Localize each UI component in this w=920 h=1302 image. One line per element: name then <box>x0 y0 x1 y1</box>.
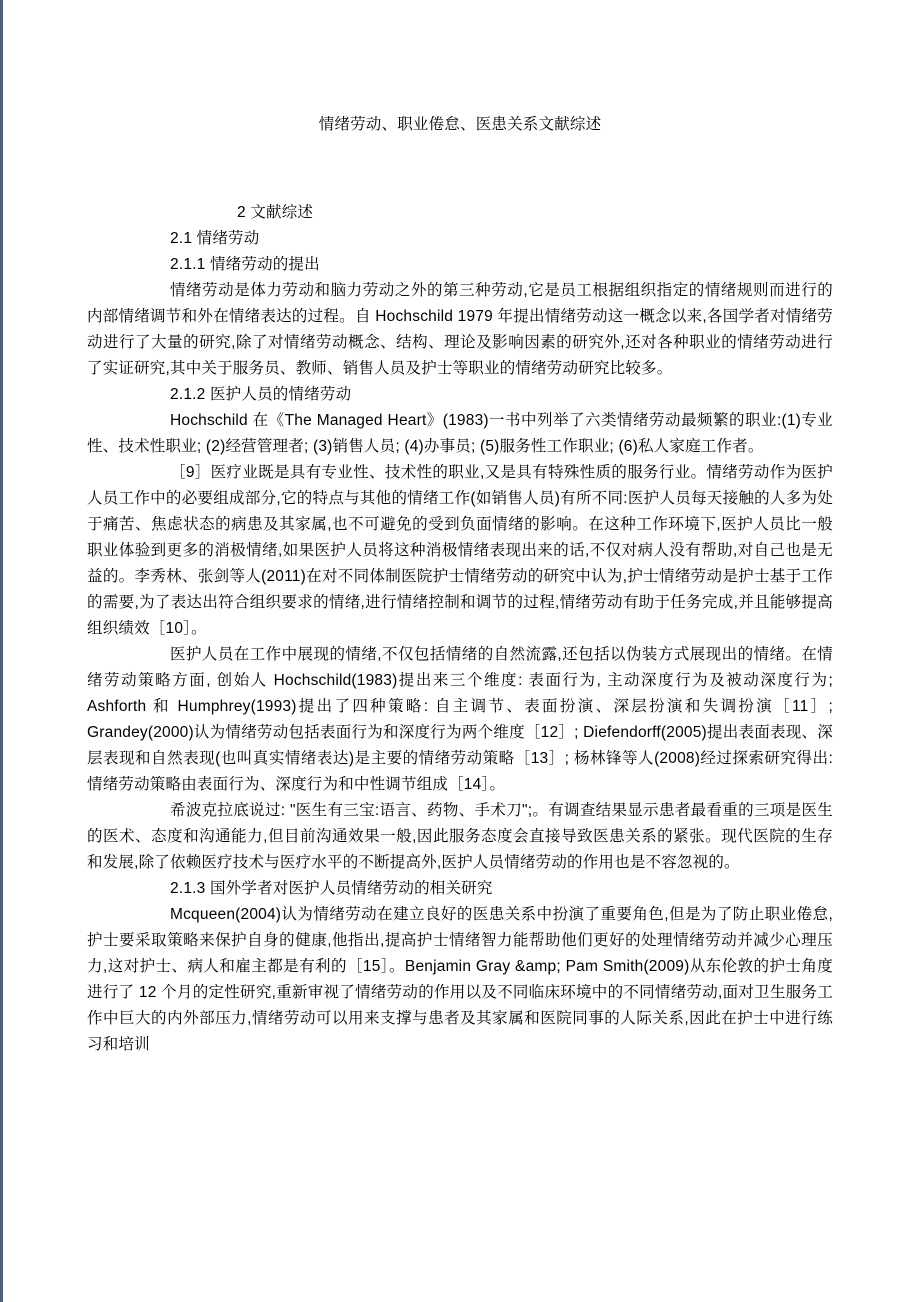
subsection-heading: 2.1.1 情绪劳动的提出 <box>170 256 320 273</box>
subsection-heading: 2.1.2 医护人员的情绪劳动 <box>170 386 352 403</box>
paragraph: 情绪劳动是体力劳动和脑力劳动之外的第三种劳动,它是员工根据组织指定的情绪规则而进行的内部情绪调节和外在情绪表达的过程。自 Hochschild 1979 年提出情绪劳动这一概念以来,各国学者对情绪劳动进行了大量的研究,除了对情绪劳动概念、结构、理论及影响因素的研究外,还对各种职业的情绪劳动进行了实证研究,其中关于服务员、教师、销售人员及护士等职业的情绪劳动研究比较多。 <box>87 282 833 377</box>
subsection-heading: 2.1.3 国外学者对医护人员情绪劳动的相关研究 <box>170 880 493 897</box>
subsection-heading: 2.1 情绪劳动 <box>170 230 260 247</box>
paragraph: ［9］医疗业既是具有专业性、技术性的职业,又是具有特殊性质的服务行业。情绪劳动作为医护人员工作中的必要组成部分,它的特点与其他的情绪工作(如销售人员)有所不同:医护人员每天接触的人多为处于痛苦、焦虑状态的病患及其家属,也不可避免的受到负面情绪的影响。在这种工作环境下,医护人员比一般职业体验到更多的消极情绪,如果医护人员将这种消极情绪表现出来的话,不仅对病人没有帮助,对自己也是无益的。李秀林、张剑等人(2011)在对不同体制医院护士情绪劳动的研究中认为,护士情绪劳动是护士基于工作的需要,为了表达出符合组织要求的情绪,进行情绪控制和调节的过程,情绪劳动有助于任务完成,并且能够提高组织绩效［10］。 <box>87 464 833 637</box>
paragraph: 希波克拉底说过: "医生有三宝:语言、药物、手术刀";。有调查结果显示患者最看重的三项是医生的医术、态度和沟通能力,但目前沟通效果一般,因此服务态度会直接导致医患关系的紧张。现代医院的生存和发展,除了依赖医疗技术与医疗水平的不断提高外,医护人员情绪劳动的作用也是不容忽视的。 <box>87 802 833 871</box>
document-body <box>87 200 833 1058</box>
paragraph: Hochschild 在《The Managed Heart》(1983)一书中列举了六类情绪劳动最频繁的职业:(1)专业性、技术性职业; (2)经营管理者; (3)销售人员; (4)办事员; (5)服务性工作职业; (6)私人家庭工作者。 <box>87 412 833 455</box>
paragraph: 医护人员在工作中展现的情绪,不仅包括情绪的自然流露,还包括以伪装方式展现出的情绪。在情绪劳动策略方面, 创始人 Hochschild(1983)提出来三个维度: 表面行为, 主动深度行为及被动深度行为; Ashforth 和 Humphrey(1993)提出了四种策略: 自主调节、表面扮演、深层扮演和失调扮演［11］; Grandey(2000)认为情绪劳动包括表面行为和深度行为两个维度［12］; Diefendorff(2005)提出表面表现、深层表现和自然表现(也叫真实情绪表达)是主要的情绪劳动策略［13］; 杨林锋等人(2008)经过探索研究得出: 情绪劳动策略由表面行为、深度行为和中性调节组成［14］。 <box>87 646 833 793</box>
page-edge-line <box>0 0 3 1302</box>
section-heading: 2 文献综述 <box>237 204 314 221</box>
paragraph: Mcqueen(2004)认为情绪劳动在建立良好的医患关系中扮演了重要角色,但是为了防止职业倦怠,护士要采取策略来保护自身的健康,他指出,提高护士情绪智力能帮助他们更好的处理情绪劳动并减少心理压力,这对护士、病人和雇主都是有利的［15］。Benjamin Gray &amp; Pam Smith(2009)从东伦敦的护士角度进行了 12 个月的定性研究,重新审视了情绪劳动的作用以及不同临床环境中的不同情绪劳动,面对卫生服务工作中巨大的内外部压力,情绪劳动可以用来支撑与患者及其家属和医院同事的人际关系,因此在护士中进行练习和培训 <box>87 906 833 1053</box>
document-page <box>87 0 833 1058</box>
document-title: 情绪劳动、职业倦怠、医患关系文献综述 <box>318 116 602 133</box>
